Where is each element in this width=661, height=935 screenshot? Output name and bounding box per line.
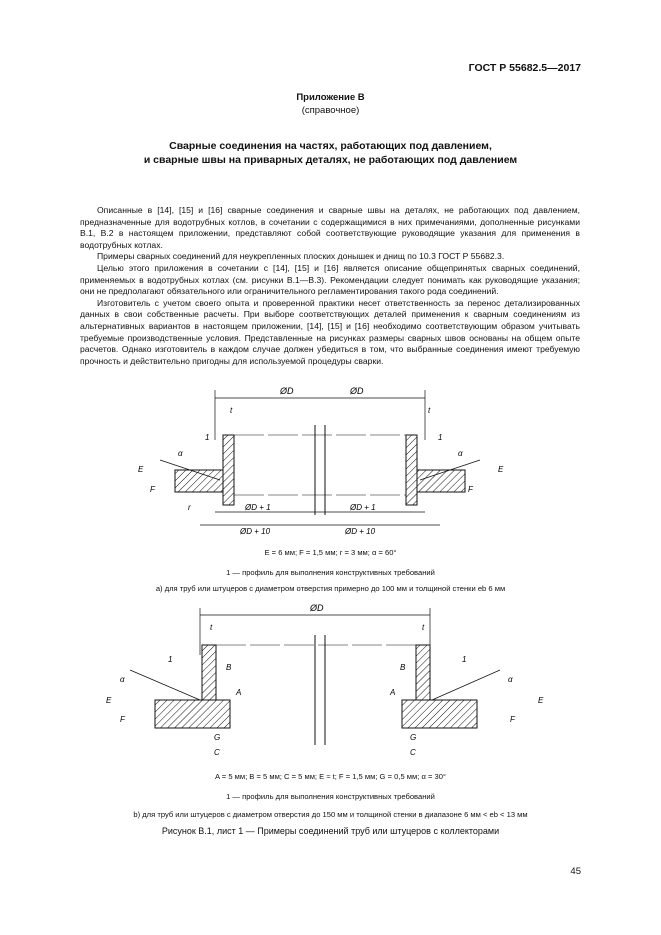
- figa-label-t-right: t: [428, 406, 431, 415]
- figb-label-f-right: F: [510, 715, 515, 724]
- figb-label-c-left: C: [214, 748, 220, 757]
- figure-b-drawing: [90, 600, 570, 760]
- figb-label-alpha-left: α: [120, 675, 125, 684]
- figure-b-caption: b) для труб или штуцеров с диаметром отверстия до 150 мм и толщиной стенки в диапазоне 6 мм < eb < 13 мм: [133, 810, 528, 819]
- paragraph-4: Изготовитель с учетом своего опыта и проверенной практики несет ответственность за перенос детализированных данных в свои собственные расчеты. При выборе соответствующих деталей применения к сварным соединениям из альтернативных вариантов в настоящем приложении, [14], [15] и [16] необходимо соответствующим образом учитывать требуемые производственные условия. Представленные на рисунках размеры сварных швов основаны на общем опыте расчетов. Однако изготовитель в каждом случае должен убедиться в том, что выбранные соединения имеют требуемую прочность и действительно пригодны для используемой процедуры сварки.: [80, 297, 580, 366]
- figb-label-b-right: B: [400, 663, 406, 672]
- figure-a-drawing: [120, 380, 540, 540]
- figb-label-alpha-right: α: [508, 675, 513, 684]
- figa-label-d10-right: ØD + 10: [345, 527, 376, 536]
- figure-a-caption: а) для труб или штуцеров с диаметром отверстия примерно до 100 мм и толщиной стенки eb 6 мм: [155, 584, 506, 593]
- body-text: [80, 205, 580, 367]
- paragraph-3: Целью этого приложения в сочетании с [14], [15] и [16] является описание общепринятых сварных соединений, применяемых в водотрубных котлах (см. рисунки В.1—В.3). Рекомендации следует понимать как руководящие указания; они не предполагают обязательного или ограничительного регламентирования такого рода соединений.: [80, 262, 580, 297]
- figb-label-e-left: E: [106, 696, 112, 705]
- figa-label-f-right: F: [468, 485, 473, 494]
- paragraph-2: Примеры сварных соединений для неукрепленных плоских донышек и днищ по 10.3 ГОСТ Р 55682.3.: [97, 251, 505, 262]
- figa-label-1-left: 1: [205, 433, 210, 442]
- figa-label-alpha-left: α: [178, 449, 183, 458]
- section-title-line2: и сварные швы на приварных деталях, не работающих под давлением: [143, 154, 518, 166]
- figa-label-d10-left: ØD + 10: [240, 527, 271, 536]
- figure-b-params: A = 5 мм; B = 5 мм; C = 5 мм; E ≈ t; F = 1,5 мм; G = 0,5 мм; α = 30°: [215, 772, 446, 781]
- standard-header: ГОСТ Р 55682.5—2017: [468, 62, 581, 74]
- figb-label-1-right: 1: [462, 655, 467, 664]
- figa-label-d1-right: ØD + 1: [350, 503, 376, 512]
- figa-label-1-right: 1: [438, 433, 443, 442]
- figb-label-t-right: t: [422, 623, 425, 632]
- figb-label-c-right: C: [410, 748, 416, 757]
- figa-label-alpha-right: α: [458, 449, 463, 458]
- figa-label-d-left: ØD: [280, 386, 294, 396]
- appendix-subtitle: (справочное): [301, 105, 360, 116]
- figa-label-e-right: E: [498, 465, 504, 474]
- figure-a-params: E = 6 мм; F = 1,5 мм; r = 3 мм; α = 60°: [264, 548, 397, 557]
- figb-label-b-left: B: [226, 663, 232, 672]
- figb-label-d: ØD: [310, 603, 324, 613]
- figa-label-t-left: t: [230, 406, 233, 415]
- figure-a-note: 1 — профиль для выполнения конструктивных требований: [226, 568, 435, 577]
- figb-label-e-right: E: [538, 696, 544, 705]
- figure-title: Рисунок В.1, лист 1 — Примеры соединений труб или штуцеров с коллекторами: [161, 826, 500, 836]
- figa-label-r: r: [188, 503, 191, 512]
- figa-label-f-left: F: [150, 485, 155, 494]
- figb-label-g-right: G: [410, 733, 417, 742]
- figa-label-e-left: E: [138, 465, 144, 474]
- figa-label-d-right: ØD: [350, 386, 364, 396]
- page-number: 45: [570, 866, 581, 877]
- figb-label-a-right: A: [390, 688, 396, 697]
- figure-b-note: 1 — профиль для выполнения конструктивных требований: [226, 792, 435, 801]
- figb-label-g-left: G: [214, 733, 221, 742]
- appendix-title: Приложение В: [296, 92, 365, 103]
- figb-label-1-left: 1: [168, 655, 173, 664]
- figb-label-a-left: A: [236, 688, 242, 697]
- paragraph-1: Описанные в [14], [15] и [16] сварные соединения и сварные швы на деталях, не работающих под давлением, предназначенные для водотрубных котлов, в сочетании с содержащимися в них примечаниями, дополненные рисунками В.1, В.2 в настоящем приложении, представляют собой соответствующие руководящие указания для применения в водотрубных котлах.: [80, 205, 580, 250]
- section-title-line1: Сварные соединения на частях, работающих под давлением,: [169, 140, 492, 152]
- figa-label-d1-left: ØD + 1: [245, 503, 271, 512]
- figb-label-f-left: F: [120, 715, 125, 724]
- figb-label-t-left: t: [210, 623, 213, 632]
